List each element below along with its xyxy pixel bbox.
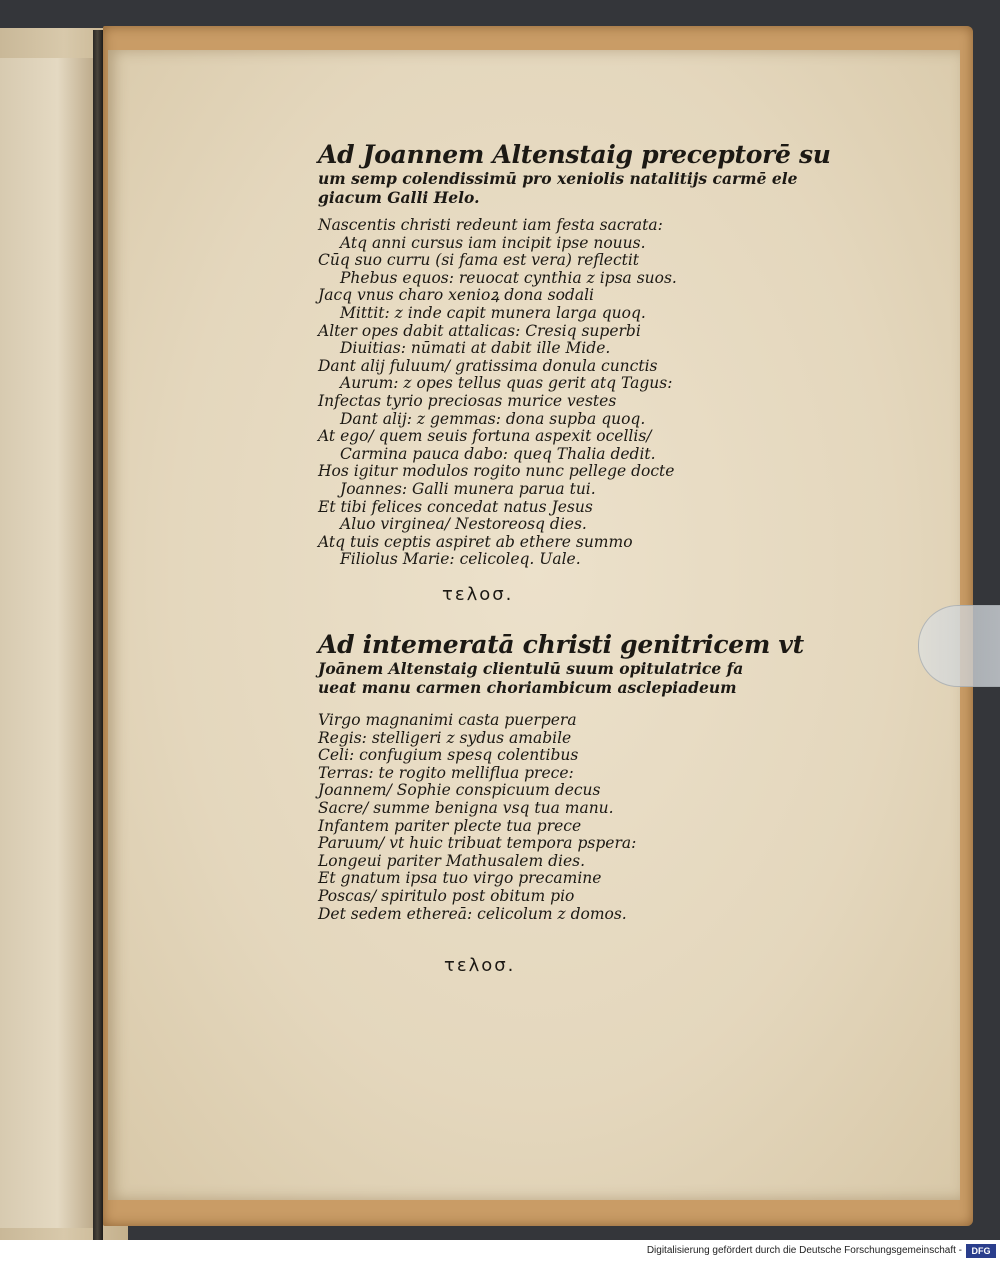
verse-line: Filiolus Marie: celicoleq. Uale. <box>340 550 581 569</box>
verse-line: Celi: confugium spesq colentibus <box>318 746 579 765</box>
verse-line: Cūq suo curru (si fama est vera) reflectit <box>318 251 640 270</box>
verse-line: Sacre/ summe benigna vsq tua manu. <box>318 798 614 817</box>
poem2-verses <box>318 712 636 923</box>
poem2-title-line3: ueat manu carmen choriambicum asclepiadeum <box>318 678 737 697</box>
verse-line: Dant alij fuluum/ gratissima donula cunctis <box>318 356 658 375</box>
verse-line: Aluo virginea/ Nestoreosq dies. <box>340 515 587 534</box>
verse-line: Poscas/ spiritulo post obitum pio <box>318 886 575 905</box>
verse-line: Dant alij: z gemmas: dona supba quoq. <box>340 409 646 428</box>
verse-line: Atq tuis ceptis aspiret ab ethere summo <box>318 532 633 551</box>
page-clip <box>918 605 1000 687</box>
verse-line: Mittit: z inde capit munera larga quoq. <box>340 303 646 322</box>
verse-line: Infectas tyrio preciosas murice vestes <box>318 391 617 410</box>
verse-line: Atq anni cursus iam incipit ipse nouus. <box>340 233 646 252</box>
verse-line: Diuitias: nūmati at dabit ille Mide. <box>340 339 611 358</box>
verse-line: Joannes: Galli munera parua tui. <box>340 479 596 498</box>
funding-credit: Digitalisierung gefördert durch die Deutsche Forschungsgemeinschaft - <box>646 1245 962 1256</box>
poem1-telos: τελοσ. <box>442 584 514 605</box>
poem1-title-line1: Ad Joannem Altenstaig preceptorē su <box>318 140 831 169</box>
verse-line: Det sedem ethereā: celicolum z domos. <box>318 904 627 923</box>
verse-line: Aurum: z opes tellus quas gerit atq Tagus: <box>340 374 673 393</box>
verse-line: Phebus equos: reuocat cynthia z ipsa suos. <box>340 268 677 287</box>
verse-line: Et tibi felices concedat natus Jesus <box>318 497 593 516</box>
verse-line: Nascentis christi redeunt iam festa sacrata: <box>318 216 663 234</box>
book-spine <box>93 30 103 1240</box>
verse-line: Paruum/ vt huic tribuat tempora pspera: <box>318 834 637 853</box>
poem1-heading <box>318 140 831 207</box>
verse-line: Regis: stelligeri z sydus amabile <box>318 728 572 747</box>
verse-line: Hos igitur modulos rogito nunc pellege docte <box>318 462 675 481</box>
verse-line: Longeui pariter Mathusalem dies. <box>318 851 586 870</box>
verse-line: Alter opes dabit attalicas: Cresiq superbi <box>318 321 641 340</box>
dfg-logo: DFG <box>966 1244 996 1258</box>
verse-line: Virgo magnanimi casta puerpera <box>318 711 577 729</box>
poem1-verses <box>318 217 677 569</box>
poem1-title-line2: um semp colendissimū pro xeniolis natalitijs carmē ele <box>318 169 798 188</box>
poem2-title-line1: Ad intemeratā christi genitricem vt <box>318 630 804 659</box>
attribution-footer <box>0 1240 1000 1263</box>
poem2-telos: τελοσ. <box>444 955 516 976</box>
poem2-title-line2: Joānem Altenstaig clientulū suum opitulatrice fa <box>318 659 744 678</box>
verse-line: Joannem/ Sophie conspicuum decus <box>318 781 601 800</box>
verse-line: Infantem pariter plecte tua prece <box>318 816 582 835</box>
left-page <box>0 58 96 1228</box>
verse-line: Et gnatum ipsa tuo virgo precamine <box>318 869 602 888</box>
verse-line: Terras: te rogito melliflua prece: <box>318 763 574 782</box>
poem2-heading <box>318 630 804 697</box>
verse-line: Jacq vnus charo xenioꝝ dona sodali <box>318 286 595 305</box>
verse-line: At ego/ quem seuis fortuna aspexit ocellis/ <box>318 427 652 446</box>
poem1-title-line3: giacum Galli Helo. <box>318 188 480 207</box>
verse-line: Carmina pauca dabo: queq Thalia dedit. <box>340 444 656 463</box>
